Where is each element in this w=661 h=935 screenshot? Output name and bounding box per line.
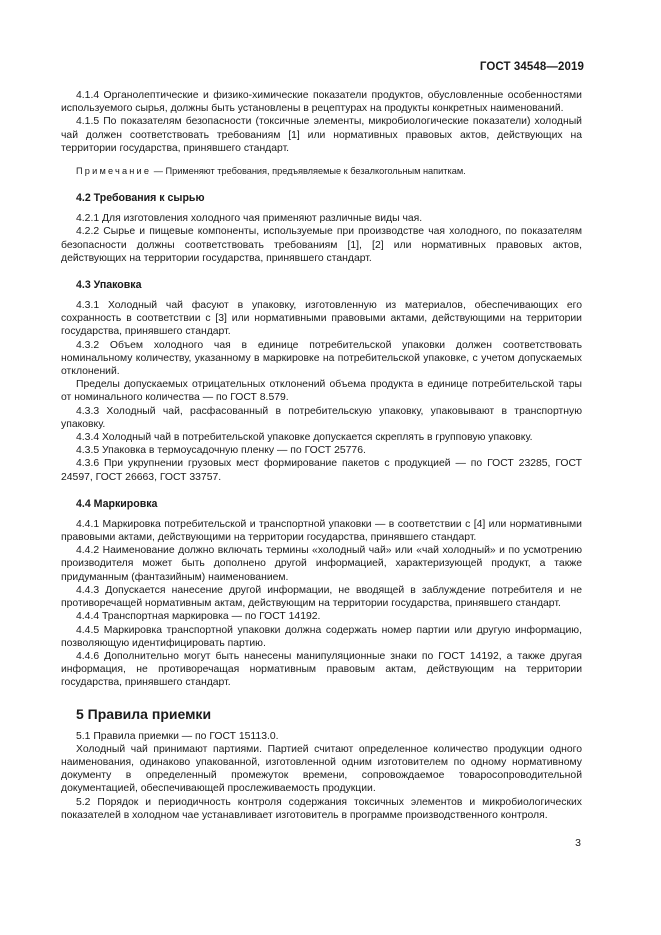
paragraph-4-1-5: 4.1.5 По показателям безопасности (токсичные элементы, микробиологические показатели) холодный чай должен соответствовать требованиям [1] или нормативных правовых актов, действующих на территории государства, принявшего стандарт. <box>61 116 582 154</box>
note <box>61 165 582 178</box>
paragraph-4-3-4: 4.3.4 Холодный чай в потребительской упаковке допускается скреплять в групповую упаковку. <box>76 432 533 444</box>
document-id: ГОСТ 34548—2019 <box>479 61 584 73</box>
note-label: Примечание <box>76 166 152 177</box>
paragraph-4-2-1: 4.2.1 Для изготовления холодного чая применяют различные виды чая. <box>76 213 423 225</box>
paragraph-5-2: 5.2 Порядок и периодичность контроля содержания токсичных элементов и микробиологических показателей в холодном чае устанавливает изготовитель в программе производственного контроля. <box>61 796 582 821</box>
heading-4-4: 4.4 Маркировка <box>76 497 158 510</box>
heading-5: 5 Правила приемки <box>76 705 212 722</box>
paragraph-4-4-4: 4.4.4 Транспортная маркировка — по ГОСТ 14192. <box>76 611 321 623</box>
paragraph-4-4-6: 4.4.6 Дополнительно могут быть нанесены манипуляционные знаки по ГОСТ 14192, а также другая информация, не противоречащая нормативным правовым актам, действующим на территории государства, принявшего стандарт. <box>61 650 582 689</box>
paragraph-4-3-1: 4.3.1 Холодный чай фасуют в упаковку, изготовленную из материалов, обеспечивающих его сохранность в соответствии с [3] или нормативными правовыми актами, действующими на территории государства, принявшего стандарт. <box>61 300 582 338</box>
paragraph-4-1-4: 4.1.4 Органолептические и физико-химические показатели продуктов, обусловленные особенностями используемого сырья, должны быть установлены в рецептурах на продукты конкретных наименований. <box>61 90 582 115</box>
paragraph-4-3-5: 4.3.5 Упаковка в термоусадочную пленку — по ГОСТ 25776. <box>76 445 366 457</box>
paragraph-4-4-1: 4.4.1 Маркировка потребительской и транспортной упаковки — в соответствии с [4] или нормативными правовыми актами, действующими на территории государства, принявшего стандарт. <box>61 518 582 544</box>
heading-4-2: 4.2 Требования к сырью <box>76 192 205 205</box>
paragraph-4-4-5: 4.4.5 Маркировка транспортной упаковки должна содержать номер партии или другую информацию, позволяющую идентифицировать партию. <box>61 624 582 649</box>
paragraph-4-3-3: 4.3.3 Холодный чай, расфасованный в потребительскую упаковку, упаковывают в транспортную упаковку. <box>61 405 582 430</box>
heading-4-3: 4.3 Упаковка <box>76 279 142 292</box>
paragraph-4-4-3: 4.4.3 Допускается нанесение другой информации, не вводящей в заблуждение потребителя и не противоречащей нормативным актам, действующим на территории государства, принявшего стандарт. <box>61 584 582 610</box>
paragraph-5-1-lots: Холодный чай принимают партиями. Партией считают определенное количество продукции одного наименования, одинаково упакованной, изготовленной одним изготовителем по одному нормативному документу в определенный промежуток времени, сопровождаемое товаросопроводительной документацией, обеспечивающей прослеживаемость продукции. <box>61 743 582 795</box>
paragraph-4-3-2-limits: Пределы допускаемых отрицательных отклонений объема продукта в единице потребительской тары от номинального количества — по ГОСТ 8.579. <box>61 379 582 404</box>
page-body <box>61 89 582 822</box>
note-text: — Применяют требования, предъявляемые к безалкогольным напиткам. <box>151 166 466 177</box>
paragraph-5-1: 5.1 Правила приемки — по ГОСТ 15113.0. <box>76 730 279 742</box>
paragraph-4-4-2: 4.4.2 Наименование должно включать термины «холодный чай» или «чай холодный» и по усмотрению производителя может быть дополнено другой информацией, характеризующей продукт, а также придуманным (фантазийным) наименованием. <box>61 545 582 583</box>
paragraph-4-2-2: 4.2.2 Сырье и пищевые компоненты, используемые при производстве чая холодного, по показателям безопасности должны соответствовать требованиям [1], [2] или нормативных правовых актов, действующих на территории государства, принявшего стандарт. <box>61 226 582 264</box>
paragraph-4-3-6: 4.3.6 При укрупнении грузовых мест формирование пакетов с продукцией — по ГОСТ 23285, ГОСТ 24597, ГОСТ 26663, ГОСТ 33757. <box>61 458 582 483</box>
paragraph-4-3-2: 4.3.2 Объем холодного чая в единице потребительской упаковки должен соответствовать номинальному количеству, указанному в маркировке на потребительской упаковке, с учетом допускаемых отклонений. <box>61 339 582 378</box>
page-number: 3 <box>575 837 581 849</box>
